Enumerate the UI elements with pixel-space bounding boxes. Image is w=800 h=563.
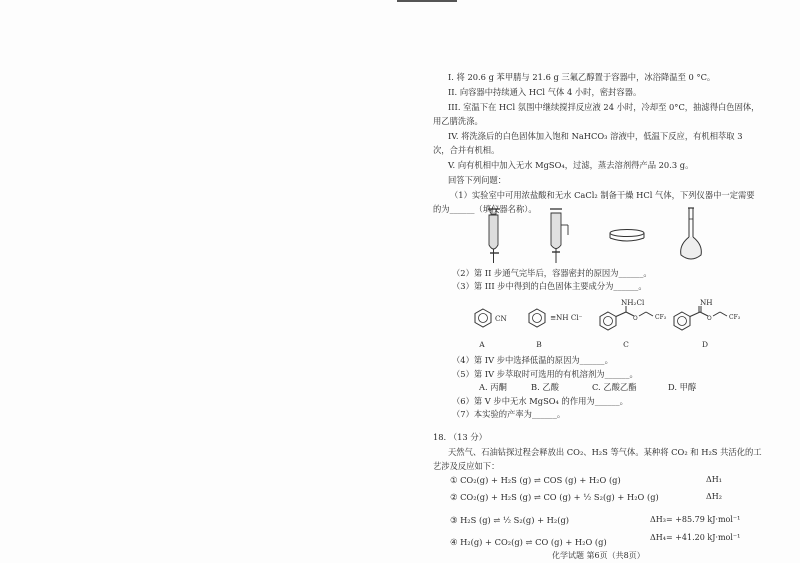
structure-a-group: CN <box>495 314 507 323</box>
equation-2: ② CO₂(g) + H₂S (g) ⇌ CO (g) + ½ S₂(g) + H₂O (g) <box>450 492 659 502</box>
problem-18-intro-cont: 艺涉及反应如下： <box>433 461 500 471</box>
page-footer: 化学试题 第6页（共8页） <box>552 551 645 560</box>
structure-label-c: C <box>623 340 629 349</box>
structure-c-group: NH₂Cl <box>621 298 645 307</box>
equation-3: ③ H₂S (g) ⇌ ½ S₂(g) + H₂(g) <box>450 515 570 525</box>
separatory-funnel-drawing <box>478 205 508 265</box>
step-3: III. 室温下在 HCl 氛围中继续搅拌反应液 24 小时，冷却至 0°C，抽滤得白色固体， <box>448 102 760 112</box>
option-d: D. 甲醇 <box>668 382 697 392</box>
structure-label-d: D <box>701 340 708 349</box>
option-a: A. 丙酮 <box>479 382 507 392</box>
structure-b-group: ≡NH Cl⁻ <box>550 313 583 322</box>
dropping-funnel-drawing <box>542 205 572 265</box>
question-7: （7）本实验的产率为______。 <box>452 409 566 419</box>
structure-d-tail: CF₃ <box>729 314 741 321</box>
structure-b-benzene-icon <box>527 308 547 328</box>
svg-text:O: O <box>707 315 712 322</box>
question-2: （2）第 II 步通气完毕后，容器密封的原因为______。 <box>452 268 652 278</box>
problem-18-intro: 天然气、石油钻探过程会释放出 CO₂、H₂S 等气体。某种将 CO₂ 和 H₂S 共活化的工 <box>448 447 762 457</box>
question-5: （5）第 IV 步萃取时可选用的有机溶剂为______。 <box>452 369 638 379</box>
step-4-cont: 次，合并有机相。 <box>433 145 500 155</box>
step-3-cont: 用乙腈洗涤。 <box>433 116 483 126</box>
equation-1-dh: ΔH₁ <box>706 475 722 484</box>
question-3: （3）第 III 步中得到的白色固体主要成分为______。 <box>452 281 647 291</box>
equation-2-dh: ΔH₂ <box>706 492 722 501</box>
step-4: IV. 将洗涤后的白色固体加入饱和 NaHCO₃ 溶液中，低温下反应，有机相萃取 3 <box>448 131 743 141</box>
structure-label-a: A <box>479 340 485 349</box>
option-c: C. 乙酸乙酯 <box>592 382 637 392</box>
equation-4: ④ H₂(g) + CO₂(g) ⇌ CO (g) + H₂O (g) <box>450 537 607 547</box>
structure-label-b: B <box>536 340 542 349</box>
step-2: II. 向容器中持续通入 HCl 气体 4 小时，密封容器。 <box>448 87 642 97</box>
svg-text:O: O <box>633 315 638 322</box>
petri-dish-drawing <box>607 228 647 244</box>
question-4: （4）第 IV 步中选择低温的原因为______。 <box>452 355 613 365</box>
equation-4-dh: ΔH₄= +41.20 kJ·mol⁻¹ <box>650 533 741 542</box>
question-1: （1）实验室中可用浓盐酸和无水 CaCl₂ 制备干燥 HCl 气体，下列仪器中一定需要 <box>450 190 755 200</box>
question-6: （6）第 V 步中无水 MgSO₄ 的作用为______。 <box>452 396 628 406</box>
equation-3-dh: ΔH₃= +85.79 kJ·mol⁻¹ <box>650 515 741 524</box>
structure-c-tail: CF₃ <box>655 314 667 321</box>
question-1-cont: 的为______（填仪器名称）。 <box>433 204 537 214</box>
equation-1: ① CO₂(g) + H₂S (g) ⇌ COS (g) + H₂O (g) <box>450 475 621 485</box>
option-b: B. 乙酸 <box>531 382 559 392</box>
step-5: V. 向有机相中加入无水 MgSO₄，过滤，蒸去溶剂得产品 20.3 g。 <box>448 160 694 170</box>
problem-18-header: 18. （13 分） <box>433 432 487 442</box>
volumetric-flask-drawing <box>676 205 706 265</box>
answer-prompt: 回答下列问题： <box>448 175 507 185</box>
structure-d-group: NH <box>700 298 713 307</box>
structure-a-benzene-icon <box>473 308 493 328</box>
step-1: I. 将 20.6 g 苯甲腈与 21.6 g 三氟乙醇置于容器中，冰浴降温至 0 °C。 <box>448 72 716 82</box>
